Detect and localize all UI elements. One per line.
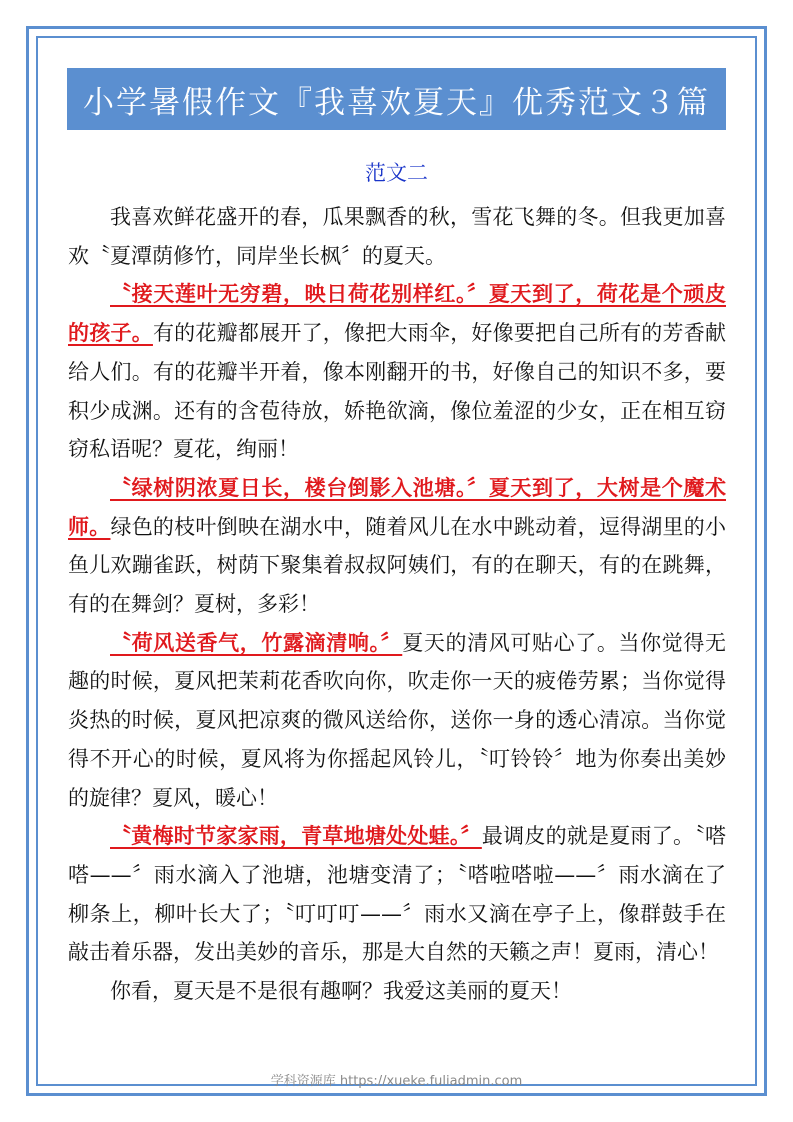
paragraph-5-highlight: 〝黄梅时节家家雨，青草地塘处处蛙。〞 <box>110 824 482 849</box>
paragraph-3 <box>68 469 726 624</box>
paragraph-2 <box>68 275 726 469</box>
paragraph-2-highlight: 〝接天莲叶无穷碧，映日荷花别样红。〞夏天到了，荷花是个顽皮的孩子。 <box>68 282 726 346</box>
paragraph-2-text: 有的花瓣都展开了，像把大雨伞，好像要把自己所有的芳香献给人们。有的花瓣半开着，像本刚翻开的书，好像自己的知识不多，要积少成渊。还有的含苞待放，娇艳欲滴，像位羞涩的少女，正在相互窃窃私语呢？夏花，绚丽！ <box>68 321 727 462</box>
paragraph-1 <box>68 198 726 275</box>
paragraph-1-text: 我喜欢鲜花盛开的春，瓜果飘香的秋，雪花飞舞的冬。但我更加喜欢〝夏潭荫修竹，同岸坐长枫〞的夏天。 <box>68 205 726 268</box>
paragraph-4-highlight: 〝荷风送香气，竹露滴清响。〞 <box>110 630 403 655</box>
paragraph-4 <box>68 624 726 818</box>
paragraph-5-text: 最调皮的就是夏雨了。〝嗒嗒——〞雨水滴入了池塘，池塘变清了；〝嗒啦嗒啦——〞雨水滴在了柳条上，柳叶长大了；〝叮叮叮——〞雨水又滴在亭子上，像群鼓手在敲击着乐器，发出美妙的音乐，那是大自然的天籁之声！夏雨，清心！ <box>68 824 726 965</box>
essay-subtitle: 范文二 <box>365 161 428 185</box>
paragraph-5 <box>68 817 726 972</box>
paragraph-3-highlight: 〝绿树阴浓夏日长，楼台倒影入池塘。〞夏天到了，大树是个魔术师。 <box>68 475 726 539</box>
essay-body <box>68 198 726 1011</box>
paragraph-3-text: 绿色的枝叶倒映在湖水中，随着风儿在水中跳动着，逗得湖里的小鱼儿欢蹦雀跃，树荫下聚集着叔叔阿姨们，有的在聊天，有的在跳舞，有的在舞剑？夏树，多彩！ <box>68 514 726 617</box>
paragraph-4-text: 夏天的清风可贴心了。当你觉得无趣的时候，夏风把茉莉花香吹向你，吹走你一天的疲倦劳累；当你觉得炎热的时候，夏风把凉爽的微风送给你，送你一身的透心清凉。当你觉得不开心的时候，夏风将为你摇起风铃儿，〝叮铃铃〞地为你奏出美妙的旋律？夏风，暖心！ <box>68 630 726 810</box>
paragraph-6 <box>68 972 726 1011</box>
document-title: 小学暑假作文『我喜欢夏天』优秀范文３篇 <box>67 68 726 130</box>
paragraph-6-text: 你看，夏天是不是很有趣啊？我爱这美丽的夏天！ <box>110 979 572 1004</box>
footer-watermark: 学科资源库 https://xueke.fuliadmin.com <box>270 1074 523 1089</box>
